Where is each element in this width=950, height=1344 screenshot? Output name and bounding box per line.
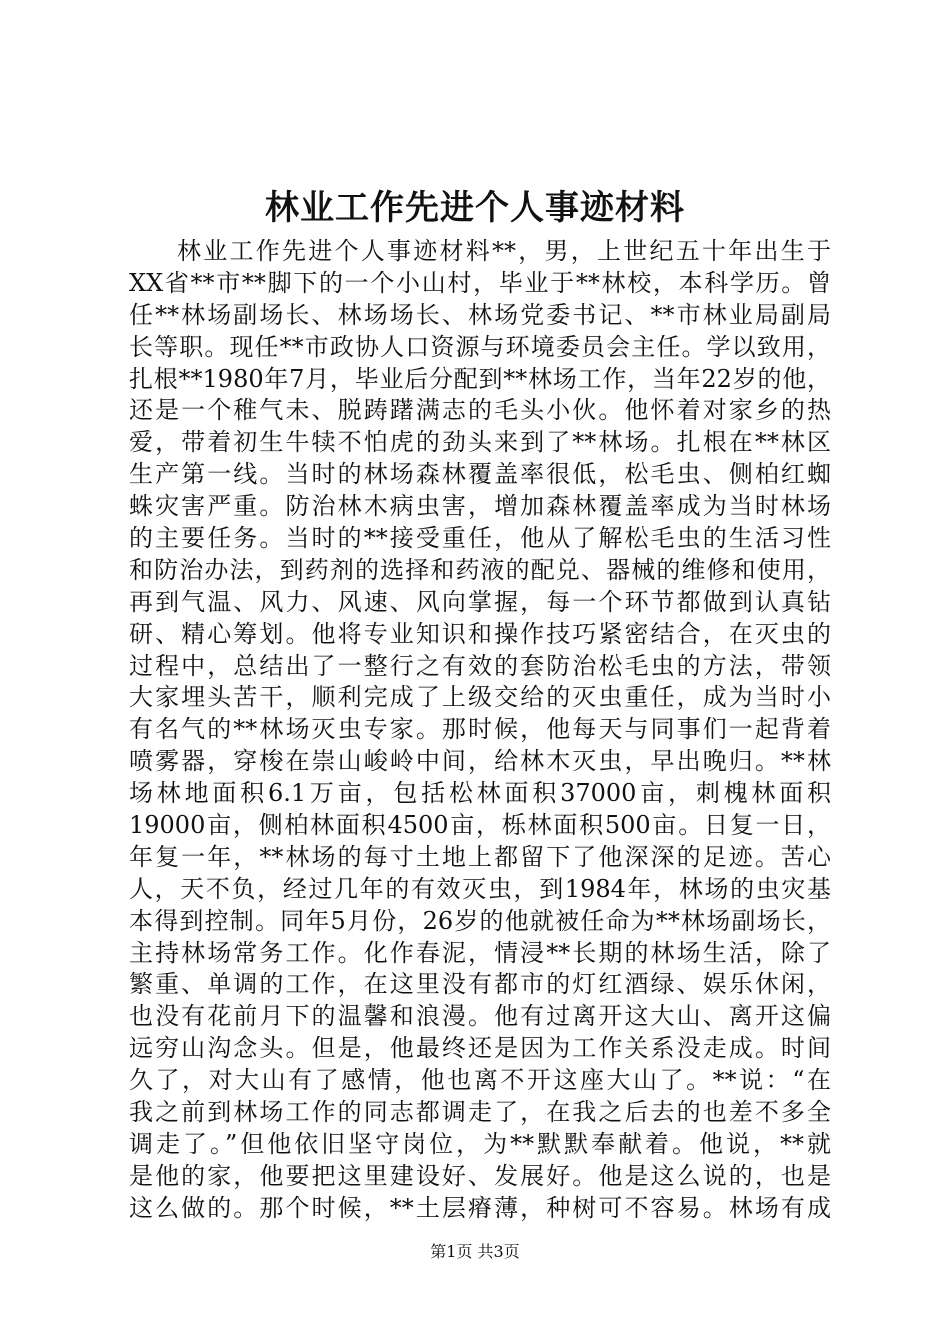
body-line: 年复一年，**林场的每寸土地上都留下了他深深的足迹。苦心 <box>129 842 831 871</box>
body-line: 繁重、单调的工作，在这里没有都市的灯红酒绿、娱乐休闲， <box>129 970 831 999</box>
document-title: 林业工作先进个人事迹材料 <box>265 188 685 228</box>
body-line: 过程中，总结出了一整行之有效的套防治松毛虫的方法，带领 <box>129 651 831 680</box>
body-line: 人，天不负，经过几年的有效灭虫，到1984年，林场的虫灾基 <box>129 874 831 903</box>
body-line: 远穷山沟念头。但是，他最终还是因为工作关系没走成。时间 <box>129 1034 831 1063</box>
body-line: 的主要任务。当时的**接受重任，他从了解松毛虫的生活习性 <box>129 524 831 553</box>
body-line: 爱，带着初生牛犊不怕虎的劲头来到了**林场。扎根在**林区 <box>129 428 831 457</box>
body-line: 这么做的。那个时候，**土层瘠薄，种树可不容易。林场有成 <box>129 1193 831 1222</box>
body-line: 19000亩，侧柏林面积4500亩，栎林面积500亩。日复一日， <box>129 811 831 840</box>
body-paragraph <box>129 236 831 1225</box>
body-line: 蛛灾害严重。防治林木病虫害，增加森林覆盖率成为当时林场 <box>129 492 831 521</box>
body-line: 久了，对大山有了感情，他也离不开这座大山了。**说：“在 <box>129 1066 831 1095</box>
body-line: 有名气的**林场灭虫专家。那时候，他每天与同事们一起背着 <box>129 715 831 744</box>
body-line: 主持林场常务工作。化作春泥，情浸**长期的林场生活，除了 <box>129 938 831 967</box>
body-line: 还是一个稚气未、脱踌躇满志的毛头小伙。他怀着对家乡的热 <box>129 396 831 425</box>
body-line: 我之前到林场工作的同志都调走了，在我之后去的也差不多全 <box>129 1098 831 1127</box>
body-line: 研、精心筹划。他将专业知识和操作技巧紧密结合，在灭虫的 <box>129 619 831 648</box>
body-line: 本得到控制。同年5月份，26岁的他就被任命为**林场副场长， <box>129 906 831 935</box>
body-line: 长等职。现任**市政协人口资源与环境委员会主任。学以致用， <box>129 332 831 361</box>
body-line: 和防治办法，到药剂的选择和药液的配兑、器械的维修和使用， <box>129 555 831 584</box>
body-line: 喷雾器，穿梭在崇山峻岭中间，给林木灭虫，早出晚归。**林 <box>129 747 831 776</box>
body-line: 任**林场副场长、林场场长、林场党委书记、**市林业局副局 <box>129 300 831 329</box>
body-line: 大家埋头苦干，顺利完成了上级交给的灭虫重任，成为当时小 <box>129 683 831 712</box>
body-line: 林业工作先进个人事迹材料**，男，上世纪五十年出生于 <box>177 237 831 265</box>
page-number-footer: 第1页 共3页 <box>430 1242 520 1261</box>
body-line: 再到气温、风力、风速、风向掌握，每一个环节都做到认真钻 <box>129 587 831 616</box>
body-line: 是他的家，他要把这里建设好、发展好。他是这么说的，也是 <box>129 1161 831 1190</box>
body-line: XX省**市**脚下的一个小山村，毕业于**林校，本科学历。曾 <box>129 268 831 297</box>
body-line: 场林地面积6.1万亩，包括松林面积37000亩，刺槐林面积 <box>129 779 831 808</box>
body-line: 生产第一线。当时的林场森林覆盖率很低，松毛虫、侧柏红蜘 <box>129 460 831 489</box>
body-line: 扎根**1980年7月，毕业后分配到**林场工作，当年22岁的他， <box>129 364 831 393</box>
body-line: 调走了。”但他依旧坚守岗位，为**默默奉献着。他说，**就 <box>129 1129 831 1158</box>
body-line: 也没有花前月下的温馨和浪漫。他有过离开这大山、离开这偏 <box>129 1002 831 1031</box>
